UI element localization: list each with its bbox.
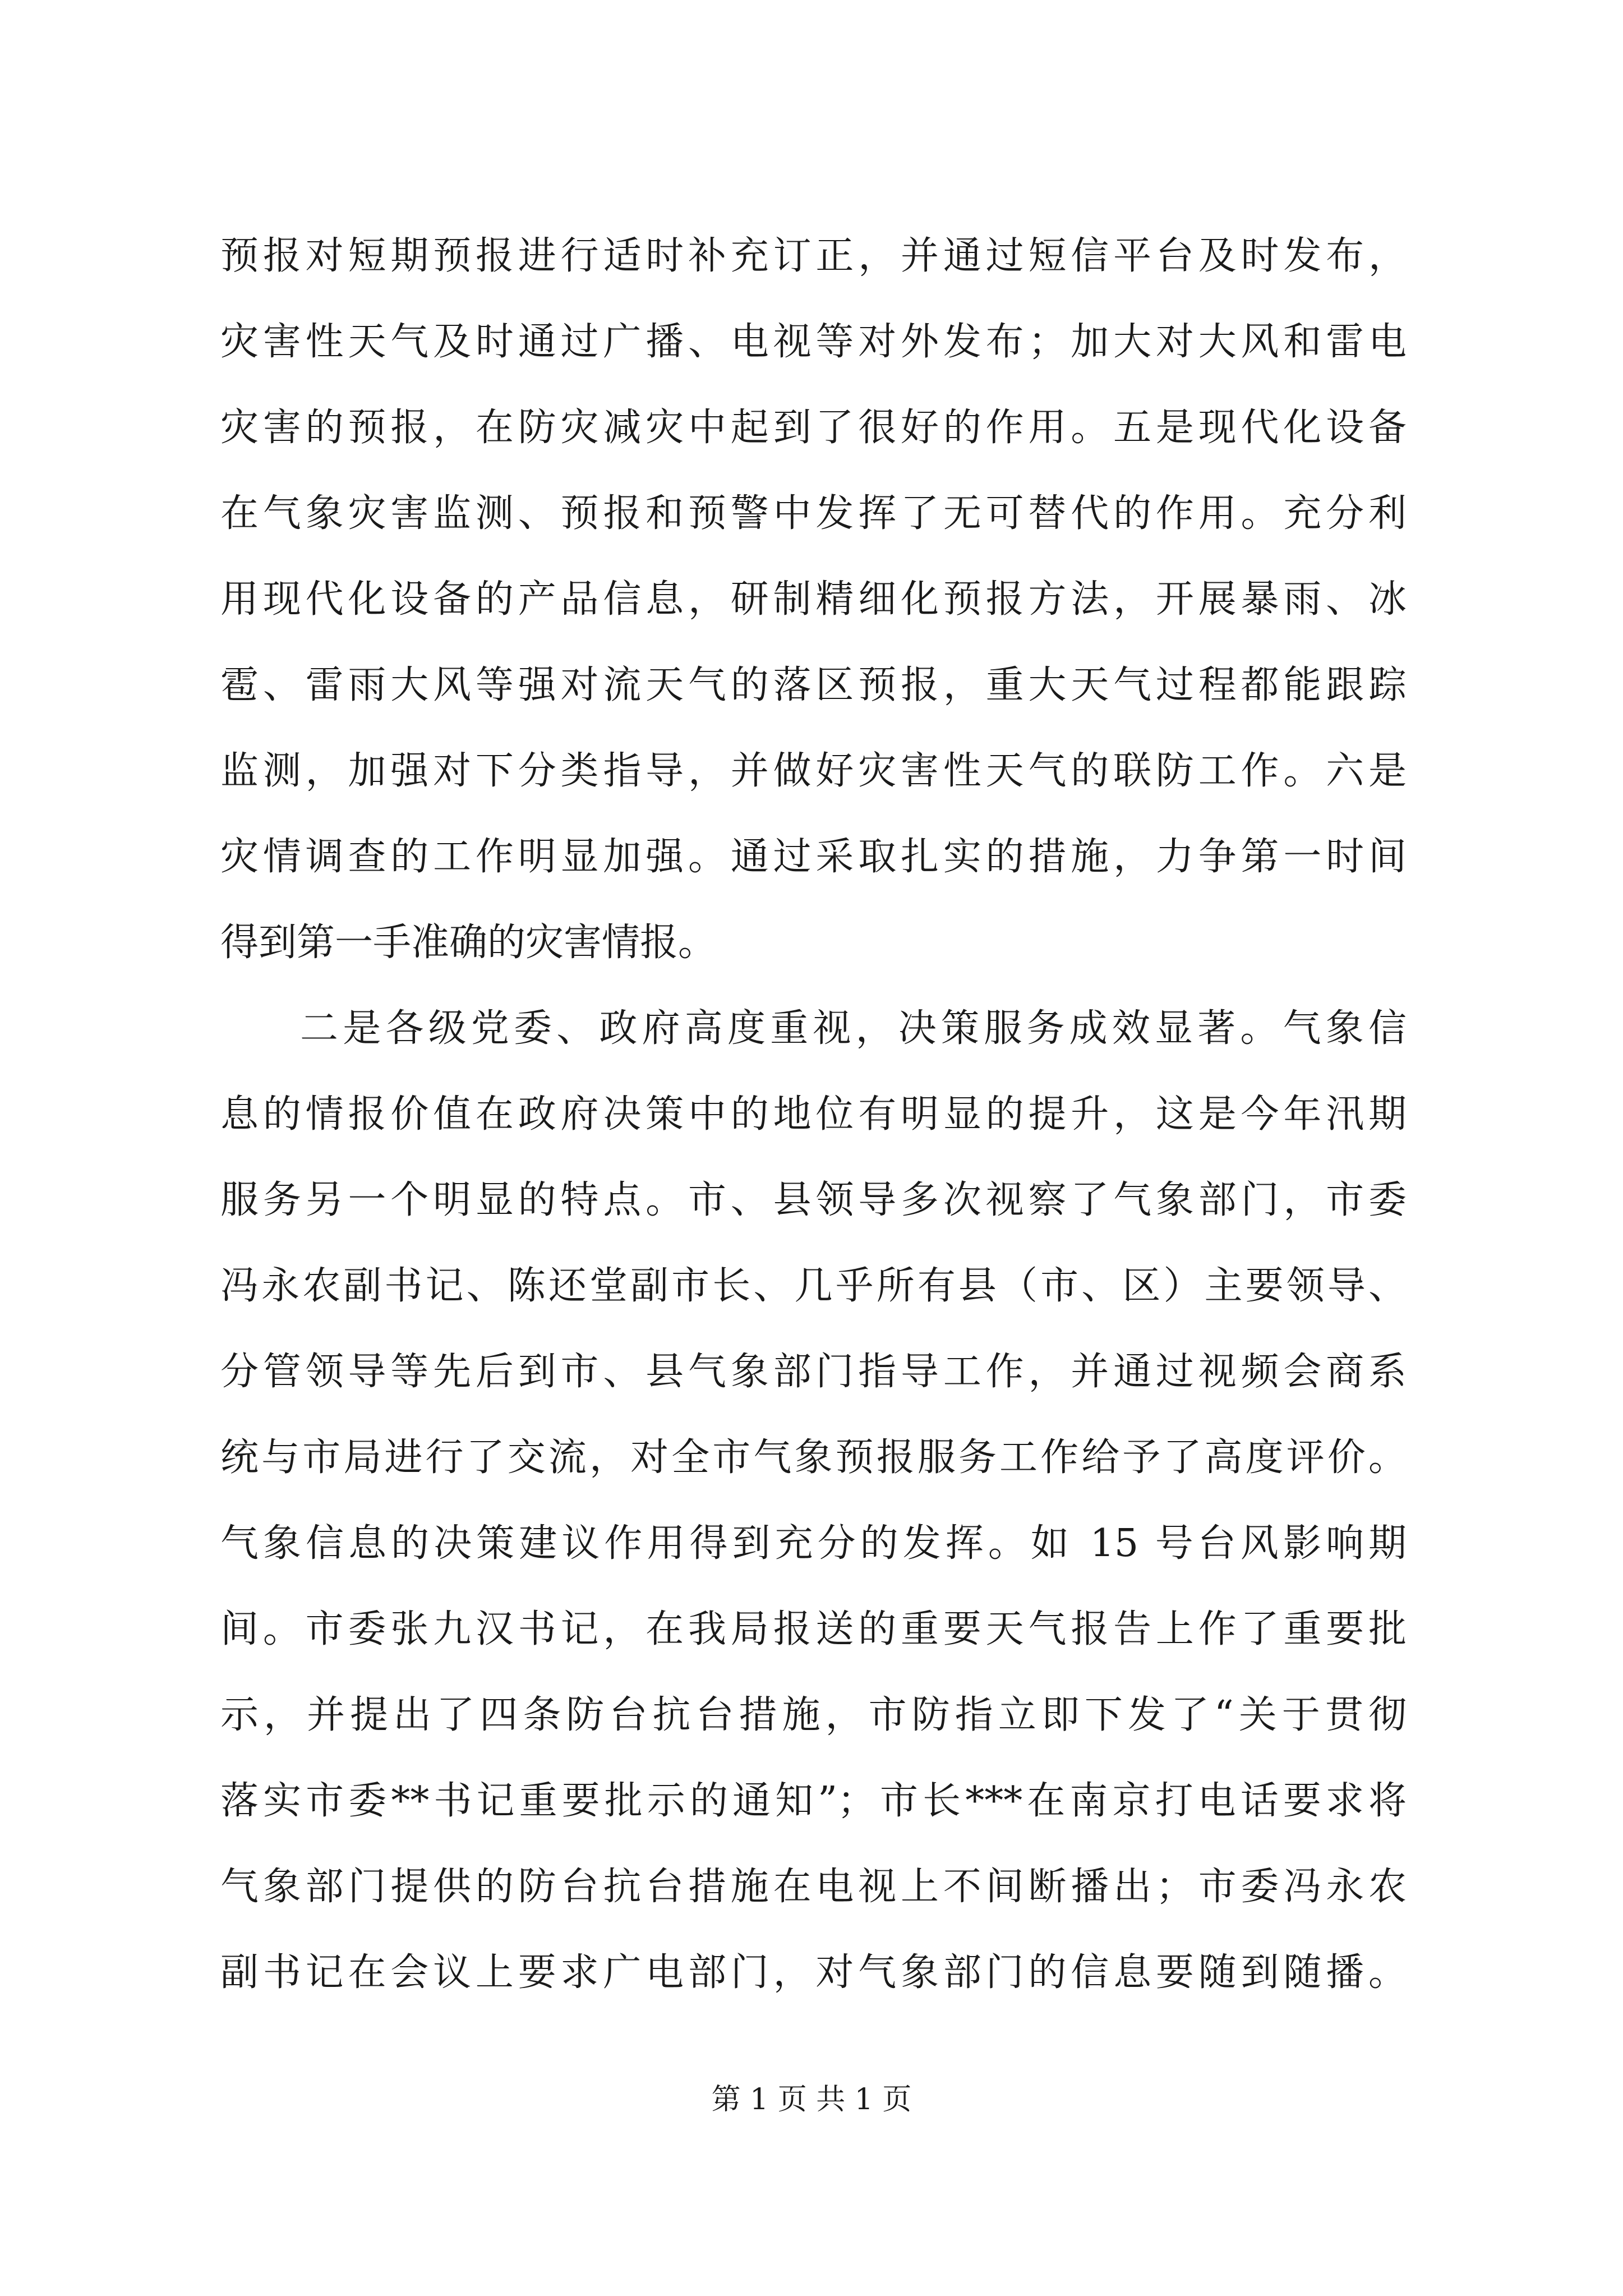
text-line: 气象部门提供的防台抗台措施在电视上不间断播出；市委冯永农	[220, 1865, 1407, 1909]
text-line: 间。市委张九汉书记，在我局报送的重要天气报告上作了重要批	[220, 1607, 1407, 1651]
text-line: 雹、雷雨大风等强对流天气的落区预报，重大天气过程都能跟踪	[220, 663, 1407, 707]
page-number-footer: 第 1 页 共 1 页	[711, 2083, 912, 2116]
text-line: 服务另一个明显的特点。市、县领导多次视察了气象部门，市委	[220, 1178, 1407, 1222]
body-text	[220, 213, 1407, 2016]
text-line: 落实市委**书记重要批示的通知”；市长***在南京打电话要求将	[220, 1779, 1407, 1823]
text-line: 息的情报价值在政府决策中的地位有明显的提升，这是今年汛期	[220, 1092, 1407, 1137]
text-line: 监测，加强对下分类指导，并做好灾害性天气的联防工作。六是	[220, 749, 1407, 793]
text-line: 示，并提出了四条防台抗台措施，市防指立即下发了“关于贯彻	[220, 1693, 1407, 1737]
paragraph-first-line: 二是各级党委、政府高度重视，决策服务成效显著。气象信	[300, 1006, 1407, 1051]
text-line: 灾情调查的工作明显加强。通过采取扎实的措施，力争第一时间	[220, 835, 1407, 879]
text-line: 统与市局进行了交流，对全市气象预报服务工作给予了高度评价。	[220, 1435, 1407, 1480]
text-line: 分管领导等先后到市、县气象部门指导工作，并通过视频会商系	[220, 1350, 1407, 1394]
text-line: 得到第一手准确的灾害情报。	[220, 921, 717, 965]
text-line: 副书记在会议上要求广电部门，对气象部门的信息要随到随播。	[220, 1950, 1407, 1995]
text-line: 灾害的预报，在防灾减灾中起到了很好的作用。五是现代化设备	[220, 406, 1407, 450]
text-line: 预报对短期预报进行适时补充订正，并通过短信平台及时发布，	[220, 234, 1407, 278]
text-line: 气象信息的决策建议作用得到充分的发挥。如 15 号台风影响期	[220, 1521, 1407, 1566]
text-line: 灾害性天气及时通过广播、电视等对外发布；加大对大风和雷电	[220, 320, 1407, 364]
text-line: 冯永农副书记、陈还堂副市长、几乎所有县（市、区）主要领导、	[220, 1264, 1407, 1308]
text-line: 在气象灾害监测、预报和预警中发挥了无可替代的作用。充分利	[220, 491, 1407, 536]
text-line: 用现代化设备的产品信息，研制精细化预报方法，开展暴雨、冰	[220, 577, 1407, 622]
